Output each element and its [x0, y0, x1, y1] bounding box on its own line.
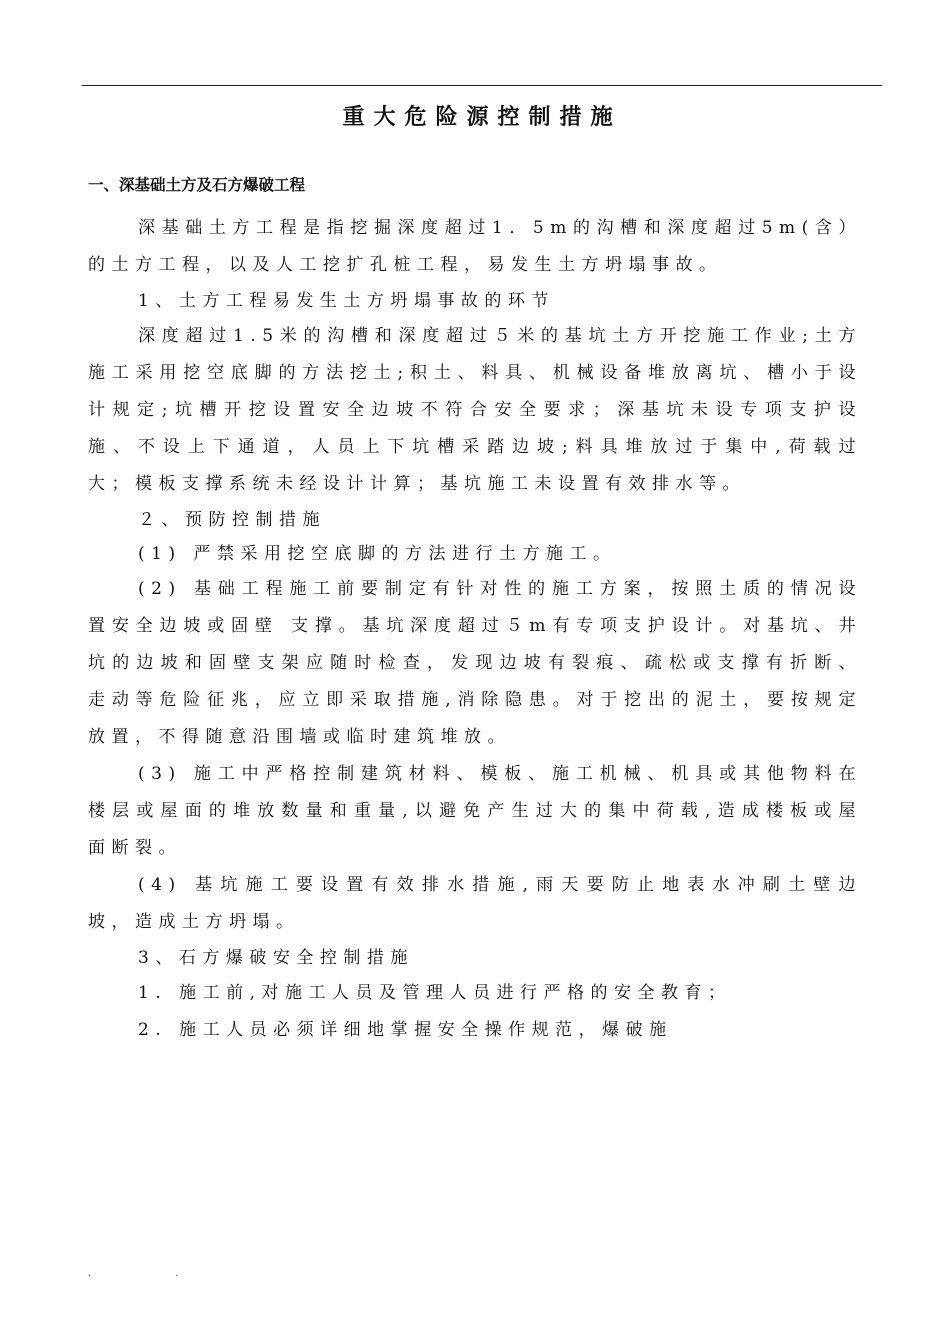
paragraph: 深度超过1.5米的沟槽和深度超过５米的基坑土方开挖施工作业;土方施工采用挖空底脚的方法挖土;积土、料具、机械设备堆放离坑、槽小于设计规定;坑槽开挖设置安全边坡不符合安全要求；深基坑未设专项支护设施、不设上下通道，人员上下坑槽采踏边坡;料具堆放过于集中,荷载过大；模板支撑系统未经设计计算；基坑施工未设置有效排水等。: [88, 326, 862, 494]
subheading: 1、土方工程易发生土方坍塌事故的环节: [138, 291, 555, 311]
subheading: ２、预防控制措施: [138, 510, 326, 530]
list-item: 2. 施工人员必须详细地掌握安全操作规范，爆破施: [138, 1020, 673, 1040]
footer-dot: .: [88, 1268, 176, 1279]
page-title: 重大危险源控制措施: [342, 104, 622, 130]
list-item: (3) 施工中严格控制建筑材料、模板、施工机械、机具或其他物料在楼层或屋面的堆放数量和重量,以避免产生过大的集中荷载,造成楼板或屋面断裂。: [88, 764, 862, 858]
subheading: 3、石方爆破安全控制措施: [138, 948, 414, 968]
header-rule: [82, 85, 882, 86]
footer-dot: .: [175, 1268, 263, 1279]
paragraph: 深基础土方工程是指挖掘深度超过1．5m的沟槽和深度超过5m(含）的土方工程，以及人工挖扩孔桩工程，易发生土方坍塌事故。: [88, 218, 862, 275]
list-item: (2) 基础工程施工前要制定有针对性的施工方案，按照土质的情况设置安全边坡或固壁 支撑。基坑深度超过５m有专项支护设计。对基坑、井坑的边坡和固壁支架应随时检查，发现边坡有裂痕、疏松或支撑有折断、走动等危险征兆，应立即采取措施,消除隐患。对于挖出的泥土，要按规定放置，不得随意沿围墙或临时建筑堆放。: [88, 579, 862, 747]
document-body: [88, 210, 862, 1049]
list-item: (1) 严禁采用挖空底脚的方法进行土方施工。: [138, 544, 617, 564]
list-item: (4) 基坑施工要设置有效排水措施,雨天要防止地表水冲刷土壁边坡，造成土方坍塌。: [88, 875, 862, 932]
footer-marks: [88, 1268, 262, 1279]
list-item: 1. 施工前,对施工人员及管理人员进行严格的安全教育；: [138, 983, 732, 1003]
section-heading: 一、深基础土方及石方爆破工程: [88, 175, 306, 194]
